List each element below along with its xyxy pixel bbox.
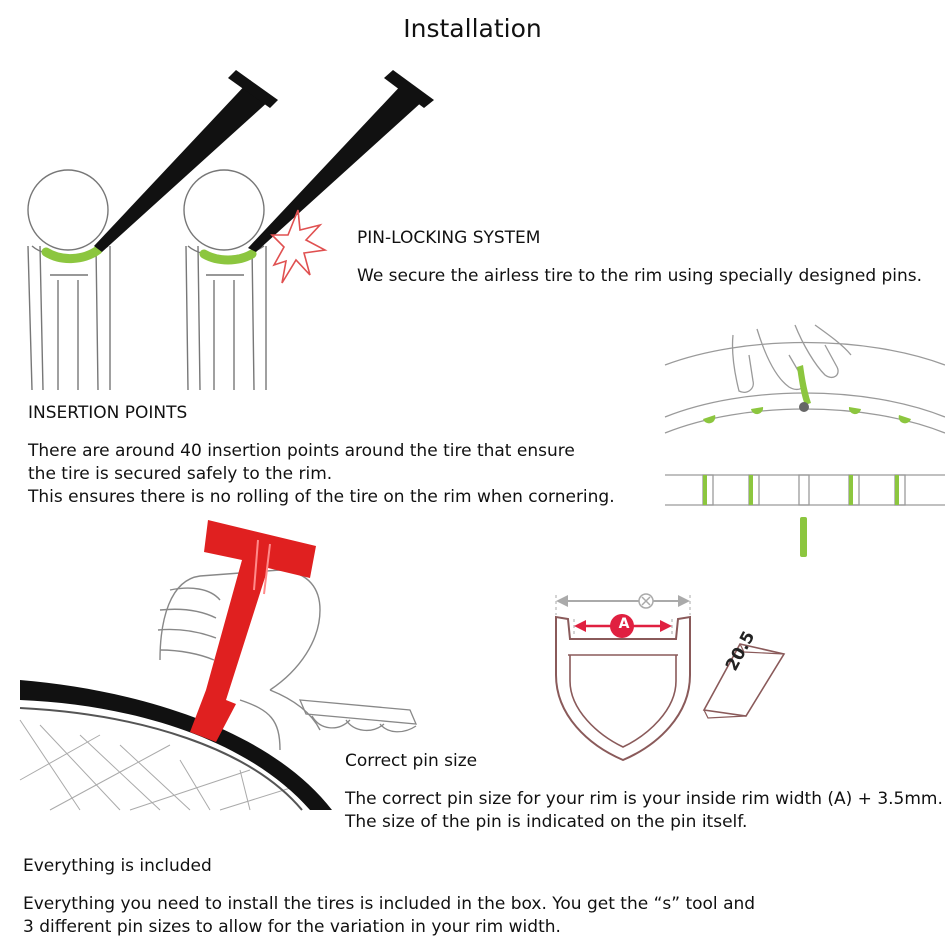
pin-size-label: 20.5 <box>722 627 760 675</box>
included-heading: Everything is included <box>23 856 212 876</box>
included-line-2: 3 different pin sizes to allow for the variation in your rim width. <box>23 917 561 937</box>
page-title: Installation <box>403 14 542 43</box>
rim-width-label: A <box>618 616 630 632</box>
pin-size-line-2: The size of the pin is indicated on the pin itself. <box>345 812 748 832</box>
rim-pin-diagram-icon <box>665 325 945 560</box>
impact-burst-icon <box>270 205 330 290</box>
insertion-line-1: There are around 40 insertion points around the tire that ensure <box>28 441 575 461</box>
included-line-1: Everything you need to install the tires is included in the box. You get the “s” tool and <box>23 894 756 914</box>
pin-locking-body: We secure the airless tire to the rim using specially designed pins. <box>357 266 923 286</box>
insertion-line-3: This ensures there is no rolling of the tire on the rim when cornering. <box>28 487 615 507</box>
insertion-heading: INSERTION POINTS <box>28 403 188 423</box>
pin-size-heading: Correct pin size <box>345 751 478 771</box>
insertion-line-2: the tire is secured safely to the rim. <box>28 464 333 484</box>
pin-locking-heading: PIN-LOCKING SYSTEM <box>357 228 541 248</box>
pin-size-line-1: The correct pin size for your rim is your inside rim width (A) + 3.5mm. <box>345 789 943 809</box>
rim-width-diagram-icon <box>548 585 698 765</box>
